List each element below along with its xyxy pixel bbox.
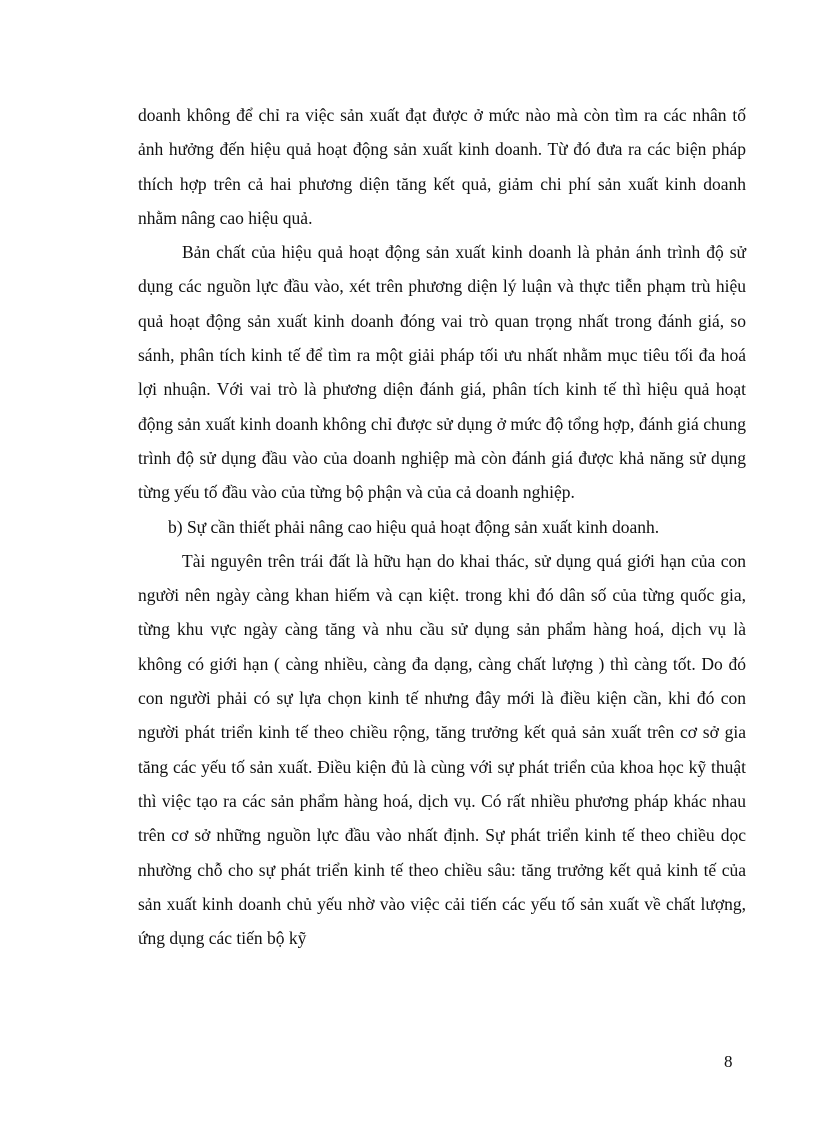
paragraph-resources: Tài nguyên trên trái đất là hữu hạn do khai thác, sử dụng quá giới hạn của con người nên ngày càng khan hiếm và cạn kiệt. trong khi đó dân số của từng quốc gia, từng khu vực ngày càng tăng và nhu cầu sử dụng sản phẩm hàng hoá, dịch vụ là không có giới hạn ( càng nhiều, càng đa dạng, càng chất lượng ) thì càng tốt. Do đó con người phải có sự lựa chọn kinh tế nhưng đây mới là điều kiện cần, khi đó con người phát triển kinh tế theo chiều rộng, tăng trưởng kết quả sản xuất trên cơ sở gia tăng các yếu tố sản xuất. Điều kiện đủ là cùng với sự phát triển của khoa học kỹ thuật thì việc tạo ra các sản phẩm hàng hoá, dịch vụ. Có rất nhiều phương pháp khác nhau trên cơ sở những nguồn lực đầu vào nhất định. Sự phát triển kinh tế theo chiều dọc nhường chỗ cho sự phát triển kinh tế theo chiều sâu: tăng trưởng kết quả kinh tế của sản xuất kinh doanh chủ yếu nhờ vào việc cải tiến các yếu tố sản xuất về chất lượng, ứng dụng các tiến bộ kỹ [138,550,746,949]
body-text [138,98,746,955]
page-number: 8 [724,1052,733,1071]
paragraph-continuation: doanh không để chỉ ra việc sản xuất đạt được ở mức nào mà còn tìm ra các nhân tố ảnh hưởng đến hiệu quả hoạt động sản xuất kinh doanh. Từ đó đưa ra các biện pháp thích hợp trên cả hai phương diện tăng kết quả, giảm chi phí sản xuất kinh doanh nhằm nâng cao hiệu quả. [138,105,746,228]
paragraph-essence: Bản chất của hiệu quả hoạt động sản xuất kinh doanh là phản ánh trình độ sử dụng các nguồn lực đầu vào, xét trên phương diện lý luận và thực tiễn phạm trù hiệu quả hoạt động sản xuất kinh doanh đóng vai trò quan trọng nhất trong đánh giá, so sánh, phân tích kinh tế để tìm ra một giải pháp tối ưu nhất nhằm mục tiêu tối đa hoá lợi nhuận. Với vai trò là phương diện đánh giá, phân tích kinh tế thì hiệu quả hoạt động sản xuất kinh doanh không chỉ được sử dụng ở mức độ tổng hợp, đánh giá chung trình độ sử dụng đầu vào của doanh nghiệp mà còn đánh giá được khả năng sử dụng từng yếu tố đầu vào của từng bộ phận và của cả doanh nghiệp. [138,242,746,503]
section-heading: b) Sự cần thiết phải nâng cao hiệu quả hoạt động sản xuất kinh doanh. [168,516,660,537]
